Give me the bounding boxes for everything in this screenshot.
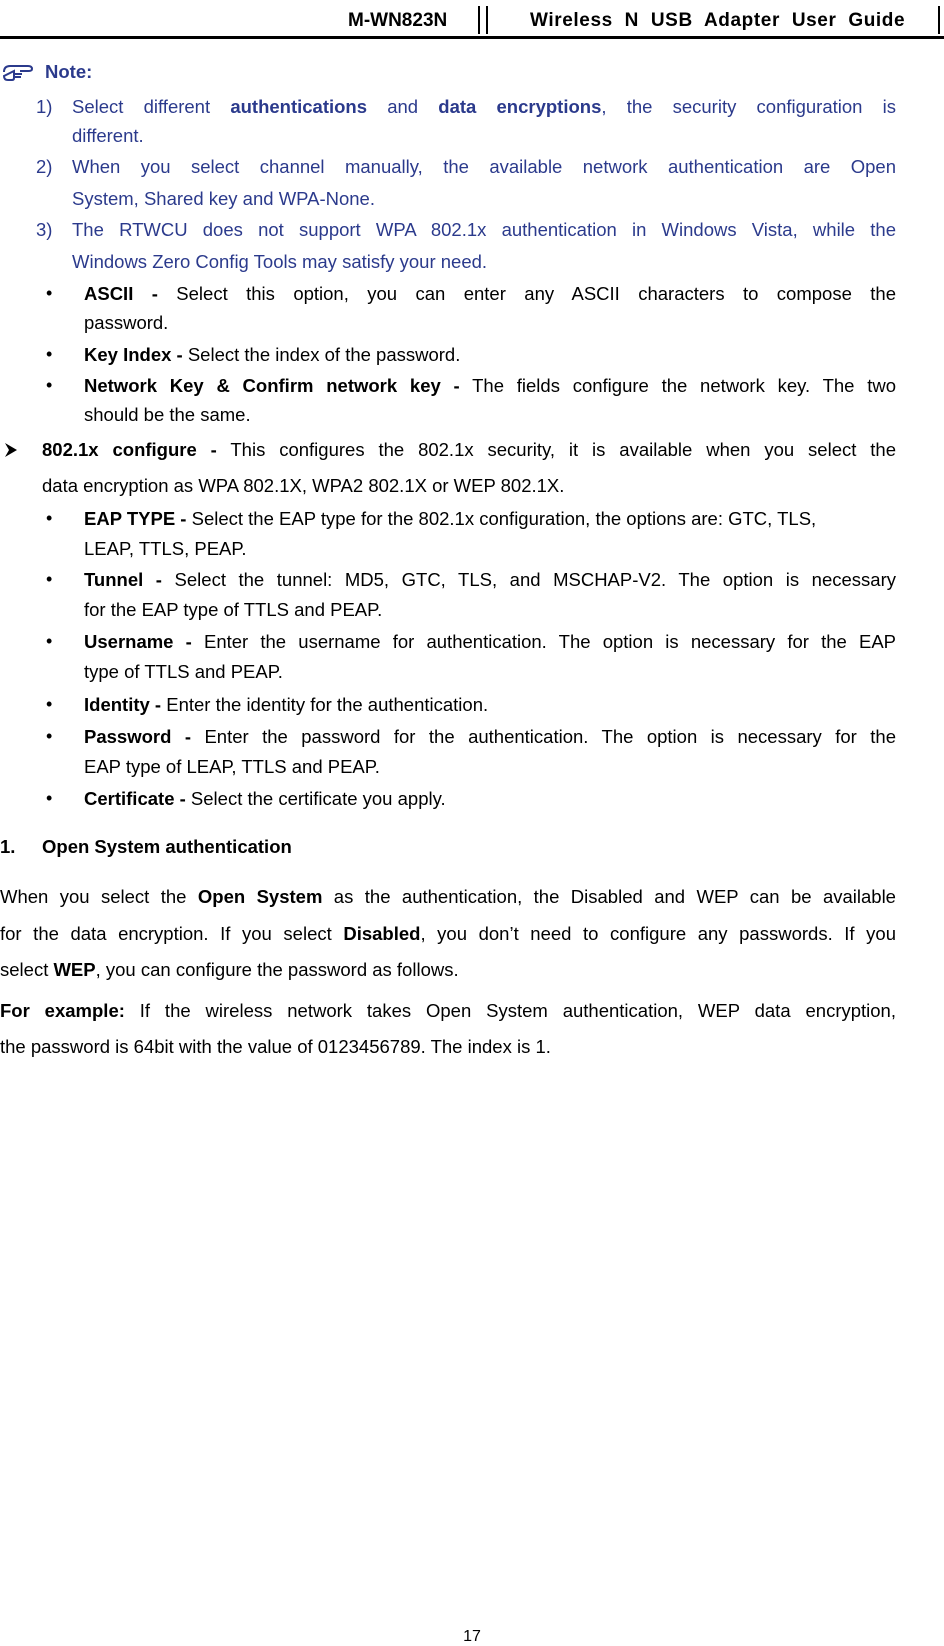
bullet-text: Password - Enter the password for the authentication. The option is necessary for the — [84, 726, 896, 747]
note-number: 3) — [36, 219, 53, 240]
bullet-icon: • — [46, 631, 53, 651]
note-text: Select different authentications and data encryptions, the security configuration is — [72, 96, 897, 117]
note-number: 2) — [36, 156, 53, 177]
guide-title: Wireless N USB Adapter User Guide — [530, 10, 906, 31]
bullet-text: Certificate - Select the certificate you apply. — [84, 788, 446, 809]
note-text: System, Shared key and WPA-None. — [72, 188, 375, 209]
example-line: For example: If the wireless network takes Open System authentication, WEP data encryption, — [0, 1000, 896, 1021]
header-divider — [938, 6, 940, 34]
bullet-text: EAP type of LEAP, TTLS and PEAP. — [84, 756, 380, 777]
header-rule — [0, 36, 944, 39]
note-label: Note: — [45, 61, 93, 82]
paragraph-line: When you select the Open System as the authentication, the Disabled and WEP can be available — [0, 886, 896, 907]
example-line: the password is 64bit with the value of 0123456789. The index is 1. — [0, 1036, 551, 1057]
header-divider — [478, 6, 480, 34]
note-text: Windows Zero Config Tools may satisfy your need. — [72, 251, 488, 272]
bullet-icon: • — [46, 344, 53, 364]
config-8021x-text: 802.1x configure - This configures the 802.1x security, it is available when you select the — [42, 439, 896, 460]
note-text: When you select channel manually, the available network authentication are Open — [72, 156, 896, 177]
bullet-text: EAP TYPE - Select the EAP type for the 802.1x configuration, the options are: GTC, TLS, — [84, 508, 817, 529]
page-header — [0, 0, 944, 38]
bullet-text: Key Index - Select the index of the password. — [84, 344, 461, 365]
bullet-text: Identity - Enter the identity for the authentication. — [84, 694, 489, 715]
note-number: 1) — [36, 96, 53, 117]
bullet-text: Network Key & Confirm network key - The fields configure the network key. The two — [84, 375, 896, 396]
bullet-text: ASCII - Select this option, you can enter any ASCII characters to compose the — [84, 283, 896, 304]
model-name: M-WN823N — [348, 10, 448, 31]
paragraph-line: select WEP, you can configure the password as follows. — [0, 959, 459, 980]
bullet-text: should be the same. — [84, 404, 251, 425]
page-number: 17 — [463, 1628, 481, 1645]
bullet-icon: • — [46, 726, 53, 746]
bullet-icon: • — [46, 694, 53, 714]
section-number: 1. — [0, 836, 16, 857]
bullet-text: type of TTLS and PEAP. — [84, 661, 283, 682]
note-text: different. — [72, 125, 144, 146]
arrow-bullet-icon — [4, 442, 18, 458]
bullet-text: LEAP, TTLS, PEAP. — [84, 538, 247, 559]
bullet-icon: • — [46, 569, 53, 589]
bullet-icon: • — [46, 788, 53, 808]
config-8021x-text: data encryption as WPA 802.1X, WPA2 802.1X or WEP 802.1X. — [42, 475, 565, 496]
bullet-text: Username - Enter the username for authentication. The option is necessary for the EAP — [84, 631, 897, 652]
pointing-hand-icon — [2, 62, 36, 82]
bullet-text: for the EAP type of TTLS and PEAP. — [84, 599, 383, 620]
bullet-text: password. — [84, 312, 169, 333]
bullet-icon: • — [46, 283, 53, 303]
bullet-icon: • — [46, 508, 53, 528]
header-divider — [486, 6, 488, 34]
bullet-text: Tunnel - Select the tunnel: MD5, GTC, TLS, and MSCHAP-V2. The option is necessary — [84, 569, 896, 590]
note-text: The RTWCU does not support WPA 802.1x authentication in Windows Vista, while the — [72, 219, 896, 240]
paragraph-line: for the data encryption. If you select Disabled, you don’t need to configure any passwords. If you — [0, 923, 896, 944]
section-title: Open System authentication — [42, 836, 292, 857]
bullet-icon: • — [46, 375, 53, 395]
